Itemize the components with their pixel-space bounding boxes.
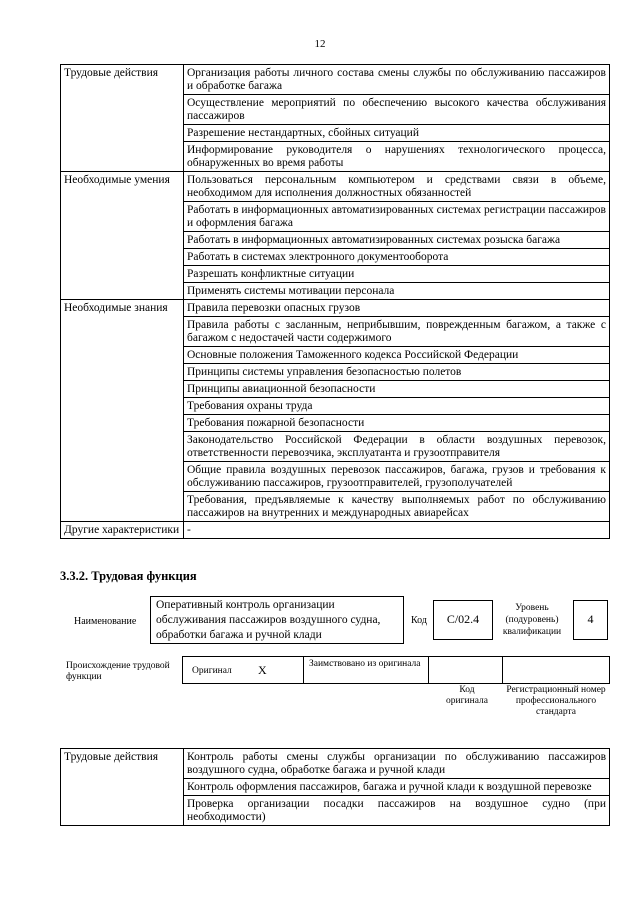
requirement-row-heading: Другие характеристики: [61, 522, 184, 539]
requirement-item: Правила перевозки опасных грузов: [184, 300, 610, 317]
requirement-item: Работать в информационных автоматизированных системах регистрации пассажиров и оформления багажа: [184, 202, 610, 232]
requirement-item: Принципы системы управления безопасностью полетов: [184, 364, 610, 381]
requirement-row: [61, 522, 610, 539]
requirement-row-heading: Необходимые умения: [61, 172, 184, 300]
requirement-item: Основные положения Таможенного кодекса Российской Федерации: [184, 347, 610, 364]
page-number: 12: [314, 38, 326, 50]
origin-label: Происхождение трудовой функции: [66, 661, 170, 682]
registration-number-label: Регистрационный номер профессионального стандарта: [506, 685, 606, 717]
requirement-item: Разрешение нестандартных, сбойных ситуаций: [184, 125, 610, 142]
borrowed-label: Заимствовано из оригинала: [309, 659, 421, 669]
requirement-item: Работать в системах электронного документооборота: [184, 249, 610, 266]
qualification-level-label: Уровень (подуровень) квалификации: [502, 603, 562, 637]
requirement-item: Информирование руководителя о нарушениях технологического процесса, обнаруженных во время работы: [184, 142, 610, 172]
requirement-row: [61, 65, 610, 95]
requirement-item: Принципы авиационной безопасности: [184, 381, 610, 398]
requirement-row-heading: Необходимые знания: [61, 300, 184, 522]
requirement-item: Разрешать конфликтные ситуации: [184, 266, 610, 283]
original-label: Оригинал: [192, 666, 232, 676]
work-action-item: Контроль работы смены службы организации по обслуживанию пассажиров воздушного судна, обработке багажа и ручной клади: [184, 749, 610, 779]
origin-code-label: Код оригинала: [446, 685, 488, 706]
section-title: 3.3.2. Трудовая функция: [60, 569, 197, 583]
qualification-level-value: 4: [587, 612, 594, 626]
requirement-item: Осуществление мероприятий по обеспечению высокого качества обслуживания пассажиров: [184, 95, 610, 125]
requirement-item: Требования охраны труда: [184, 398, 610, 415]
requirement-item: Организация работы личного состава смены службы по обслуживанию пассажиров и обработке багажа: [184, 65, 610, 95]
requirement-row-heading: Трудовые действия: [61, 65, 184, 172]
work-action-row-heading: Трудовые действия: [61, 749, 184, 826]
requirement-row: [61, 172, 610, 202]
requirement-item: Правила работы с засланным, неприбывшим, поврежденным багажом, а также с багажом с недостачей части содержимого: [184, 317, 610, 347]
code-label: Код: [411, 615, 427, 626]
requirement-item: Применять системы мотивации персонала: [184, 283, 610, 300]
requirement-item: Требования пожарной безопасности: [184, 415, 610, 432]
function-name-value: Оперативный контроль организации обслуживания пассажиров воздушного судна, обработки багажа и ручной клади: [156, 599, 381, 641]
code-value: С/02.4: [446, 612, 480, 626]
name-label: Наименование: [74, 616, 137, 627]
requirement-item: Требования, предъявляемые к качеству выполняемых работ по обслуживанию пассажиров на внутренних и международных авиарейсах: [184, 492, 610, 522]
requirement-item: Общие правила воздушных перевозок пассажиров, багажа, грузов и требования к обслуживанию пассажиров, грузоотправителей, грузополучателей: [184, 462, 610, 492]
requirements-table: [60, 64, 610, 539]
work-action-item: Контроль оформления пассажиров, багажа и ручной клади к воздушной перевозке: [184, 779, 610, 796]
work-action-item: Проверка организации посадки пассажиров на воздушное судно (при необходимости): [184, 796, 610, 826]
original-mark: X: [258, 663, 267, 677]
work-actions-table: [60, 748, 610, 826]
requirement-item: Работать в информационных автоматизированных системах розыска багажа: [184, 232, 610, 249]
requirement-item: -: [184, 522, 610, 539]
requirement-row: [61, 300, 610, 317]
work-action-row: [61, 749, 610, 779]
requirement-item: Законодательство Российской Федерации в области воздушных перевозок, ответственности перевозчика, эксплуатанта и грузоотправителя: [184, 432, 610, 462]
requirement-item: Пользоваться персональным компьютером и средствами связи в объеме, необходимом для исполнения должностных обязанностей: [184, 172, 610, 202]
